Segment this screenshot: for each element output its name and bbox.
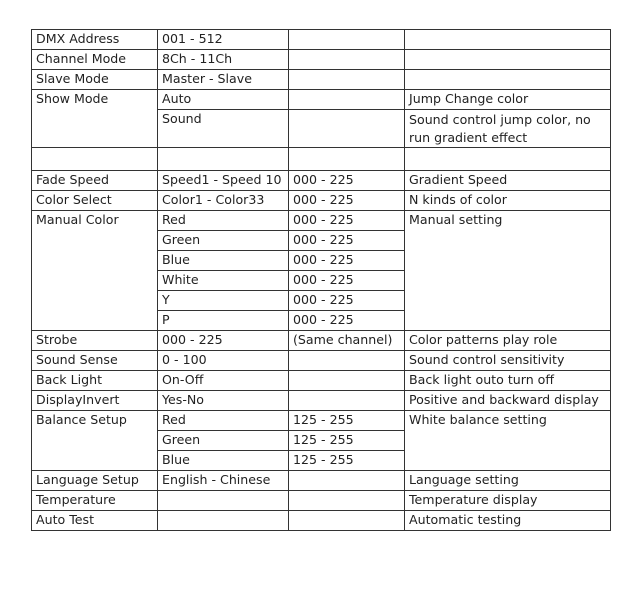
table-row-temperature <box>32 491 611 511</box>
setting-description: N kinds of color <box>405 191 611 211</box>
table-row-back-light <box>32 371 611 391</box>
channel-label: P <box>158 311 289 331</box>
setting-description: Sound control jump color, no run gradient effect <box>405 110 611 148</box>
setting-name: Show Mode <box>32 90 158 148</box>
setting-range: Master - Slave <box>158 70 289 90</box>
setting-value <box>289 50 405 70</box>
setting-value <box>289 391 405 411</box>
setting-name: Balance Setup <box>32 411 158 471</box>
setting-value <box>289 351 405 371</box>
setting-description <box>405 70 611 90</box>
setting-name: Language Setup <box>32 471 158 491</box>
channel-label: White <box>158 271 289 291</box>
empty-cell <box>32 148 158 171</box>
setting-name: Auto Test <box>32 511 158 531</box>
setting-range: 001 - 512 <box>158 30 289 50</box>
setting-value <box>289 70 405 90</box>
empty-cell <box>405 148 611 171</box>
setting-range: 000 - 225 <box>158 331 289 351</box>
empty-cell <box>289 148 405 171</box>
setting-range: Auto <box>158 90 289 110</box>
setting-name: Temperature <box>32 491 158 511</box>
channel-value: 125 - 255 <box>289 431 405 451</box>
setting-description: Automatic testing <box>405 511 611 531</box>
setting-range <box>158 511 289 531</box>
setting-value <box>289 371 405 391</box>
channel-label: Blue <box>158 451 289 471</box>
channel-label: Green <box>158 431 289 451</box>
setting-name: Color Select <box>32 191 158 211</box>
channel-value: 000 - 225 <box>289 271 405 291</box>
setting-range: On-Off <box>158 371 289 391</box>
channel-value: 125 - 255 <box>289 451 405 471</box>
setting-name: Sound Sense <box>32 351 158 371</box>
setting-description: Back light outo turn off <box>405 371 611 391</box>
channel-value: 000 - 225 <box>289 251 405 271</box>
setting-name: Back Light <box>32 371 158 391</box>
setting-value: (Same channel) <box>289 331 405 351</box>
setting-description: Gradient Speed <box>405 171 611 191</box>
setting-range: Color1 - Color33 <box>158 191 289 211</box>
table-row-auto-test <box>32 511 611 531</box>
channel-label: Blue <box>158 251 289 271</box>
table-row-language-setup <box>32 471 611 491</box>
setting-value: 000 - 225 <box>289 191 405 211</box>
table-row-color-select <box>32 191 611 211</box>
setting-name: Strobe <box>32 331 158 351</box>
setting-range <box>158 491 289 511</box>
channel-label: Red <box>158 411 289 431</box>
setting-description: Jump Change color <box>405 90 611 110</box>
setting-description: Temperature display <box>405 491 611 511</box>
setting-value <box>289 30 405 50</box>
setting-name: DisplayInvert <box>32 391 158 411</box>
table-row-sound-sense <box>32 351 611 371</box>
setting-value <box>289 90 405 110</box>
table-row-balance-red <box>32 411 611 431</box>
table-row-empty <box>32 148 611 171</box>
setting-name: Channel Mode <box>32 50 158 70</box>
menu-settings-table <box>31 29 611 531</box>
setting-name: Slave Mode <box>32 70 158 90</box>
table-row-fade-speed <box>32 171 611 191</box>
channel-value: 000 - 225 <box>289 231 405 251</box>
setting-description: White balance setting <box>405 411 611 471</box>
setting-value <box>289 491 405 511</box>
setting-name: DMX Address <box>32 30 158 50</box>
table-row-channel-mode <box>32 50 611 70</box>
setting-value: 000 - 225 <box>289 171 405 191</box>
setting-description: Manual setting <box>405 211 611 331</box>
setting-value <box>289 110 405 148</box>
setting-value <box>289 511 405 531</box>
channel-value: 125 - 255 <box>289 411 405 431</box>
setting-range: Yes-No <box>158 391 289 411</box>
setting-description: Positive and backward display <box>405 391 611 411</box>
setting-description: Language setting <box>405 471 611 491</box>
setting-range: English - Chinese <box>158 471 289 491</box>
table-row-slave-mode <box>32 70 611 90</box>
table-row-show-mode-auto <box>32 90 611 110</box>
channel-label: Green <box>158 231 289 251</box>
table-row-strobe <box>32 331 611 351</box>
setting-name: Fade Speed <box>32 171 158 191</box>
setting-description <box>405 50 611 70</box>
setting-range: 8Ch - 11Ch <box>158 50 289 70</box>
empty-cell <box>158 148 289 171</box>
setting-description: Sound control sensitivity <box>405 351 611 371</box>
setting-value <box>289 471 405 491</box>
channel-value: 000 - 225 <box>289 311 405 331</box>
table-row-dmx-address <box>32 30 611 50</box>
channel-label: Y <box>158 291 289 311</box>
channel-value: 000 - 225 <box>289 291 405 311</box>
table-row-manual-color-red <box>32 211 611 231</box>
table-row-display-invert <box>32 391 611 411</box>
setting-description: Color patterns play role <box>405 331 611 351</box>
setting-name: Manual Color <box>32 211 158 331</box>
setting-description <box>405 30 611 50</box>
channel-value: 000 - 225 <box>289 211 405 231</box>
setting-range: Speed1 - Speed 10 <box>158 171 289 191</box>
channel-label: Red <box>158 211 289 231</box>
setting-range: Sound <box>158 110 289 148</box>
setting-range: 0 - 100 <box>158 351 289 371</box>
